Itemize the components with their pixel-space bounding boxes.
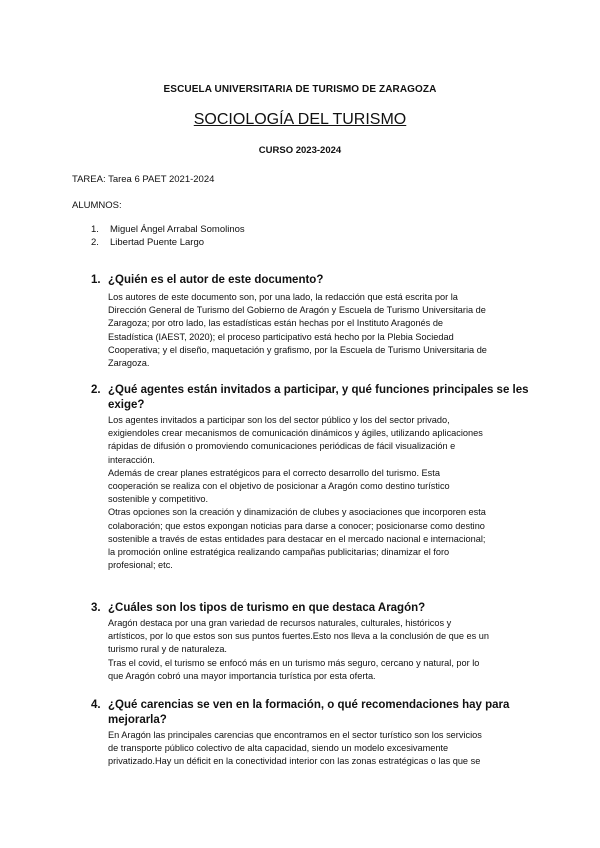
answer-line: Otras opciones son la creación y dinamización de clubes y asociaciones que incorporen esta	[108, 507, 486, 518]
question-title-cont: exige?	[108, 399, 145, 411]
answer-line: la promoción online estratégica realizando campañas publicitarias; dinamizar el foro	[108, 547, 450, 558]
question-title: ¿Quién es el autor de este documento?	[108, 274, 324, 286]
question-number: 4.	[91, 699, 101, 711]
answer-line: Zaragoza; por otro lado, las estadísticas están hechas por el Instituto Aragonés de	[108, 318, 444, 329]
answer-line: rápidas de difusión o promoviendo comunicaciones periódicas de fácil visualización e	[108, 441, 456, 452]
answer-line: Aragón destaca por una gran variedad de recursos naturales, culturales, históricos y	[108, 618, 452, 628]
question-number: 1.	[91, 274, 101, 286]
answer-line: de transporte público colectivo de alta capacidad, siendo un modelo excesivamente	[108, 743, 449, 754]
course-year: CURSO 2023-2024	[258, 145, 342, 156]
answer-line: Además de crear planes estratégicos para el correcto desarrollo del turismo. Esta	[108, 467, 440, 478]
school-name: ESCUELA UNIVERSITARIA DE TURISMO DE ZARAGOZA	[163, 84, 437, 95]
answer-line: En Aragón las principales carencias que encontramos en el sector turístico son los servicios	[108, 730, 482, 740]
answer-body	[108, 291, 487, 370]
student-name: Miguel Ángel Arrabal Somolinos	[110, 224, 245, 235]
answer-line: Cooperativa; y el diseño, maquetación y grafismo, por la Escuela de Turismo Universitaria de	[108, 344, 487, 355]
answer-line: privatizado.Hay un déficit en la conectividad interior con las zonas estratégicas o las que se	[108, 756, 481, 767]
question-title-cont: mejorarla?	[108, 714, 167, 726]
student-name: Libertad Puente Largo	[110, 237, 205, 248]
answer-body	[108, 414, 486, 572]
question-number: 2.	[91, 384, 101, 396]
students-label: ALUMNOS:	[72, 200, 122, 211]
student-number: 1.	[91, 224, 99, 235]
question-title: ¿Qué agentes están invitados a participar, y qué funciones principales se les	[108, 384, 529, 396]
task-line: TAREA: Tarea 6 PAET 2021-2024	[72, 174, 215, 185]
question-title: ¿Qué carencias se ven en la formación, o qué recomendaciones hay para	[108, 699, 510, 711]
answer-line: que Aragón cobró una mayor importancia turística por esta oferta.	[108, 670, 376, 681]
answer-line: Dirección General de Turismo del Gobierno de Aragón y Escuela de Turismo Universitaria de	[108, 305, 486, 316]
question-number: 3.	[91, 602, 101, 614]
answer-line: Tras el covid, el turismo se enfocó más en un turismo más seguro, cercano y natural, por lo	[108, 657, 480, 668]
answer-line: cooperación se realiza con el objetivo de posicionar a Aragón como destino turístico	[108, 481, 450, 492]
answer-line: sostenible a través de estas entidades para destacar en el mercado nacional e internacional;	[108, 533, 486, 544]
answer-line: colaboración; que estos expongan noticias para darse a conocer; posicionarse como destino	[108, 520, 485, 531]
answer-line: Zaragoza.	[108, 358, 150, 369]
student-number: 2.	[91, 237, 99, 248]
answer-line: exigiendoles crear mecanismos de comunicación dinámicos y ágiles, utilizando aplicaciones	[108, 428, 483, 439]
answer-line: Los autores de este documento son, por una lado, la redacción que está escrita por la	[108, 292, 458, 302]
answer-line: artísticos, por lo que estos son sus puntos fuertes.Esto nos lleva a la conclusión de que es un	[108, 631, 489, 642]
answer-body	[108, 617, 489, 683]
answer-line: turismo rural y de naturaleza.	[108, 644, 227, 655]
answer-line: interacción.	[108, 454, 155, 465]
page-title: SOCIOLOGÍA DEL TURISMO	[193, 111, 407, 128]
question-title: ¿Cuáles son los tipos de turismo en que destaca Aragón?	[108, 602, 426, 614]
answer-body	[108, 729, 482, 769]
answer-line: Estadística (IAEST, 2020); el proceso participativo está hecho por la Plebia Sociedad	[108, 331, 454, 342]
answer-line: profesional; etc.	[108, 560, 173, 571]
answer-line: sostenible y competitivo.	[108, 494, 209, 505]
answer-line: Los agentes invitados a participar son los del sector público y los del sector privado,	[108, 415, 450, 425]
